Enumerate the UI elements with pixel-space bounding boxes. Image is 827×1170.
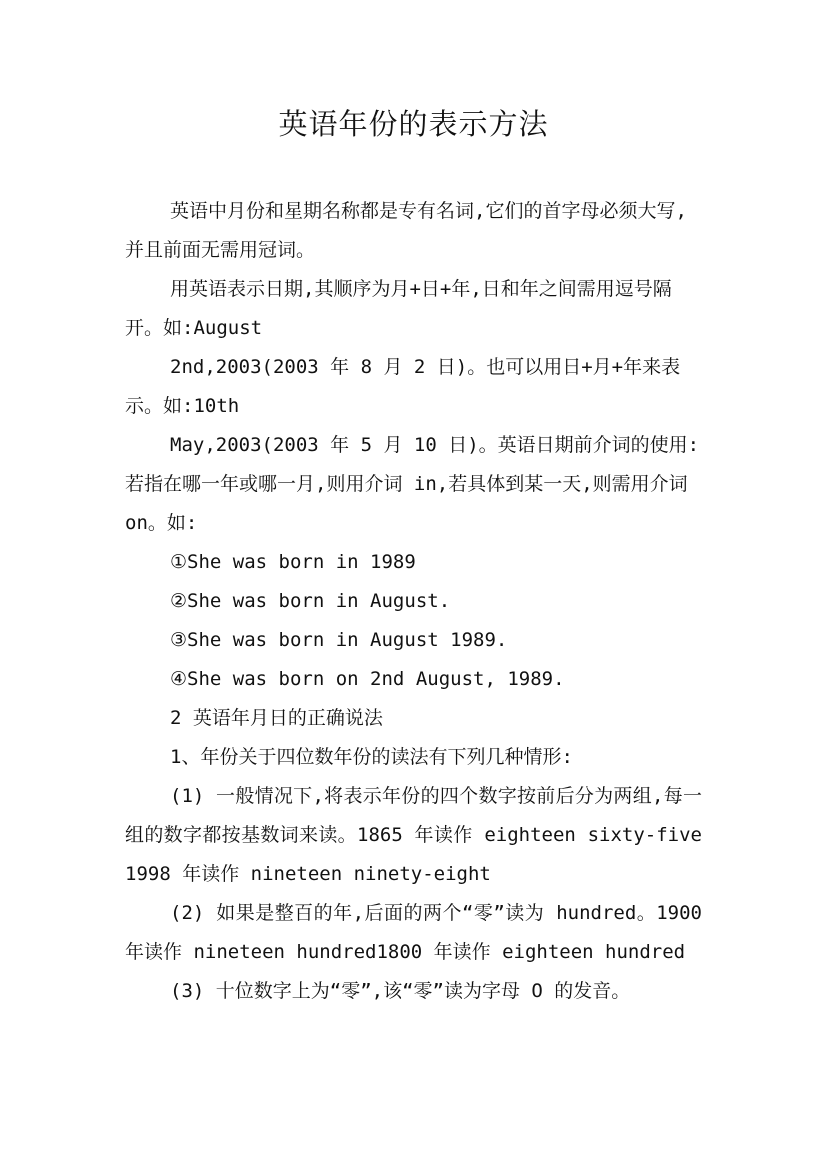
example-item: ③She was born in August 1989. [170, 629, 508, 651]
paragraph: (2) 如果是整百的年,后面的两个“零”读为 hundred。1900 年读作 nineteen hundred1800 年读作 eighteen hundred [125, 902, 702, 963]
paragraph: (1) 一般情况下,将表示年份的四个数字按前后分为两组,每一组的数字都按基数词来读。1865 年读作 eighteen sixty-five1998 年读作 nineteen ninety-eight [125, 785, 702, 885]
paragraph: 英语中月份和星期名称都是专有名词,它们的首字母必须大写,并且前面无需用冠词。 [125, 200, 687, 261]
example-item: ②She was born in August. [170, 590, 451, 612]
paragraph: 2nd,2003(2003 年 8 月 2 日)。也可以用日+月+年来表示。如:10th [125, 356, 681, 417]
paragraph: May,2003(2003 年 5 月 10 日)。英语日期前介词的使用:若指在哪一年或哪一月,则用介词 in,若具体到某一天,则需用介词 on。如: [125, 434, 700, 534]
document-body [125, 192, 702, 1011]
subsection-heading: 1、年份关于四位数年份的读法有下列几种情形: [170, 746, 573, 768]
example-item: ①She was born in 1989 [170, 551, 416, 573]
section-heading: 2 英语年月日的正确说法 [170, 707, 383, 729]
paragraph: (3) 十位数字上为“零”,该“零”读为字母 O 的发音。 [170, 980, 631, 1002]
paragraph: 用英语表示日期,其顺序为月+日+年,日和年之间需用逗号隔开。如:August [125, 278, 672, 339]
example-item: ④She was born on 2nd August, 1989. [170, 668, 565, 690]
document-title: 英语年份的表示方法 [278, 107, 549, 141]
